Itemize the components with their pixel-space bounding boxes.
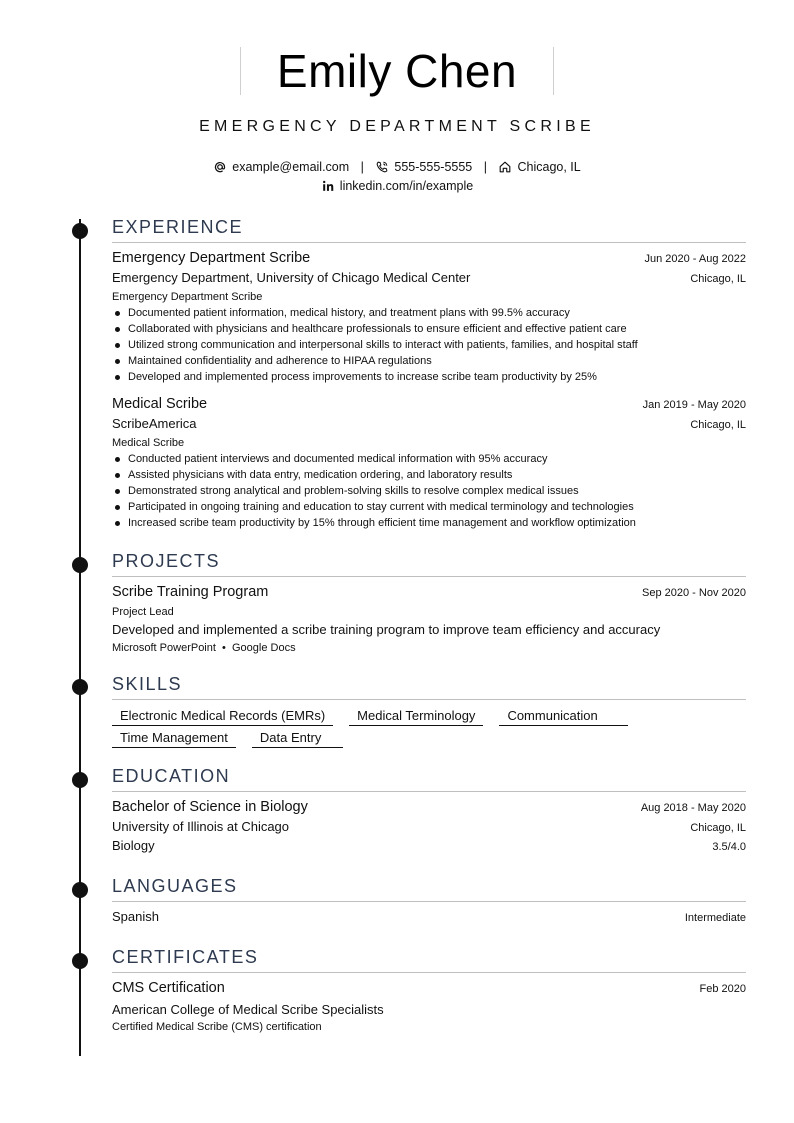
bullet-item: Conducted patient interviews and documented medical information with 95% accuracy (112, 451, 746, 467)
timeline-dot-certificates (72, 953, 88, 969)
project-dates: Sep 2020 - Nov 2020 (642, 587, 746, 599)
skill-tag: Data Entry (252, 729, 343, 748)
degree: Bachelor of Science in Biology (112, 799, 308, 815)
bullet-item: Utilized strong communication and interpersonal skills to interact with patients, families, and hospital staff (112, 337, 746, 353)
section-rule (112, 901, 746, 902)
skills-list (112, 707, 746, 751)
timeline-dot-education (72, 772, 88, 788)
job-bullets (112, 451, 746, 531)
section-title: SKILLS (112, 674, 183, 694)
job-company: ScribeAmerica (112, 416, 197, 431)
phone-icon (375, 160, 389, 174)
certificate-issuer: American College of Medical Scribe Specialists (112, 1002, 384, 1017)
project-description: Developed and implemented a scribe training program to improve team efficiency and accuracy (112, 622, 661, 637)
section-title: PROJECTS (112, 551, 221, 571)
job-dates: Jan 2019 - May 2020 (642, 399, 746, 411)
contact-line-linkedin (0, 179, 794, 193)
job-location: Chicago, IL (690, 419, 746, 431)
job-entry (112, 396, 746, 531)
bullet-item: Increased scribe team productivity by 15% through efficient time management and workflow optimization (112, 515, 746, 531)
job-role: Emergency Department Scribe (112, 250, 311, 266)
project-entry (112, 584, 746, 657)
email-link[interactable]: example@email.com (232, 160, 350, 174)
bullet-item: Collaborated with physicians and healthcare professionals to ensure efficient and effective patient care (112, 321, 746, 337)
education-dates: Aug 2018 - May 2020 (640, 802, 746, 814)
name-divider-right (553, 47, 554, 95)
project-role: Project Lead (112, 606, 174, 618)
contact-separator: | (483, 160, 487, 174)
bullet-item: Demonstrated strong analytical and problem-solving skills to resolve complex medical issues (112, 483, 746, 499)
job-title: EMERGENCY DEPARTMENT SCRIBE (199, 118, 595, 135)
gpa: 3.5/4.0 (712, 841, 746, 853)
job-subtitle: Medical Scribe (112, 437, 185, 449)
skill-tag: Medical Terminology (349, 707, 483, 726)
job-bullets (112, 305, 746, 385)
skill-tag: Time Management (112, 729, 236, 748)
section-rule (112, 972, 746, 973)
section-rule (112, 699, 746, 700)
bullet-item: Documented patient information, medical history, and treatment plans with 99.5% accuracy (112, 305, 746, 321)
language-level: Intermediate (684, 912, 746, 924)
linkedin-icon (321, 179, 335, 193)
project-tools: Microsoft PowerPoint • Google Docs (112, 642, 296, 654)
section-rule (112, 791, 746, 792)
name-block (240, 47, 554, 95)
section-rule (112, 576, 746, 577)
section-title: CERTIFICATES (112, 947, 259, 967)
phone-number[interactable]: 555-555-5555 (394, 160, 473, 174)
contact-line (0, 160, 794, 174)
bullet-item: Maintained confidentiality and adherence to HIPAA regulations (112, 353, 746, 369)
language-entry (112, 909, 746, 929)
section-title: LANGUAGES (112, 876, 238, 896)
contact-separator: | (360, 160, 364, 174)
section-title: EXPERIENCE (112, 217, 244, 237)
field-of-study: Biology (112, 838, 155, 853)
certificate-entry (112, 980, 746, 1035)
job-location: Chicago, IL (690, 273, 746, 285)
job-company: Emergency Department, University of Chicago Medical Center (112, 270, 471, 285)
projects-section (112, 549, 746, 657)
skill-tag: Communication (499, 707, 627, 726)
timeline-line (79, 219, 81, 1056)
section-title: EDUCATION (112, 766, 231, 786)
job-role: Medical Scribe (112, 396, 208, 412)
certificate-date: Feb 2020 (699, 983, 746, 995)
education-entry (112, 799, 746, 857)
section-rule (112, 242, 746, 243)
bullet-item: Assisted physicians with data entry, medication ordering, and laboratory results (112, 467, 746, 483)
candidate-name: Emily Chen (276, 45, 518, 97)
bullet-item: Developed and implemented process improvements to increase scribe team productivity by 25% (112, 369, 746, 385)
certificates-section (112, 945, 746, 1035)
location-text: Chicago, IL (517, 160, 581, 174)
skills-section (112, 672, 746, 751)
education-section (112, 764, 746, 857)
skill-tag: Electronic Medical Records (EMRs) (112, 707, 333, 726)
certificate-description: Certified Medical Scribe (CMS) certification (112, 1021, 322, 1033)
language-name: Spanish (112, 909, 159, 924)
languages-section (112, 874, 746, 929)
job-subtitle: Emergency Department Scribe (112, 291, 263, 303)
linkedin-link[interactable]: linkedin.com/in/example (339, 179, 474, 193)
timeline-dot-skills (72, 679, 88, 695)
timeline-dot-projects (72, 557, 88, 573)
timeline-dot-experience (72, 223, 88, 239)
certificate-name: CMS Certification (112, 980, 225, 996)
job-entry (112, 250, 746, 385)
education-location: Chicago, IL (690, 822, 746, 834)
timeline-dot-languages (72, 882, 88, 898)
home-icon (498, 160, 512, 174)
job-dates: Jun 2020 - Aug 2022 (644, 253, 746, 265)
experience-section (112, 215, 746, 531)
at-icon (213, 160, 227, 174)
project-name: Scribe Training Program (112, 584, 269, 600)
school: University of Illinois at Chicago (112, 819, 290, 834)
bullet-item: Participated in ongoing training and education to stay current with medical terminology and technologies (112, 499, 746, 515)
